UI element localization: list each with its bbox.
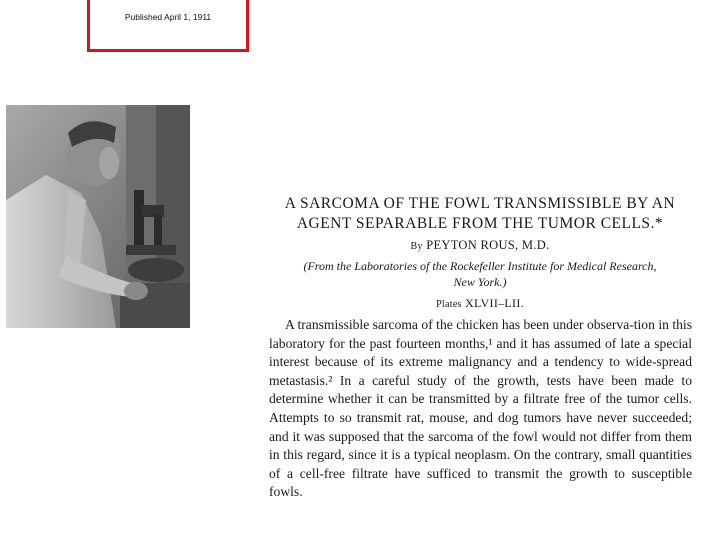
affiliation-line-1: (From the Laboratories of the Rockefeller Institute for Medical Research, [303,259,657,273]
plates-range: XLVII–LII. [465,296,524,310]
title-line-1: A SARCOMA OF THE FOWL TRANSMISSIBLE BY AN [284,195,676,212]
article-body [269,316,692,502]
article-title [262,194,698,234]
plates-prefix: Plates [436,299,462,310]
affiliation-line-2: New York.) [453,275,507,289]
author-line [262,238,698,253]
by-prefix: By [410,241,423,252]
author-photo [6,105,190,328]
title-line-2: AGENT SEPARABLE FROM THE TUMOR CELLS.* [296,215,664,232]
author-name: PEYTON ROUS, M.D. [426,238,550,252]
publication-date: Published April 1, 1911 [124,12,212,22]
affiliation [274,258,686,290]
scientist-microscope-image [6,105,190,328]
body-paragraph: A transmissible sarcoma of the chicken has been under observa-tion in this laboratory for the past fourteen months,¹ and it has assumed of late a special interest because of its extreme malignancy and a tendency to wide-spread metastasis.² In a careful study of the growth, tests have been made to determine whether it can be transmitted by a filtrate free of the tumor cells. Attempts to so transmit rat, mouse, and dog tumors have never succeeded; and it was supposed that the sarcoma of the fowl would not differ from them in this regard, since it is a typical neoplasm. On the contrary, small quantities of a cell-free filtrate have sufficed to transmit the growth to susceptible fowls. [269,317,692,500]
plates-line [262,296,698,311]
publication-date-box [87,0,249,52]
